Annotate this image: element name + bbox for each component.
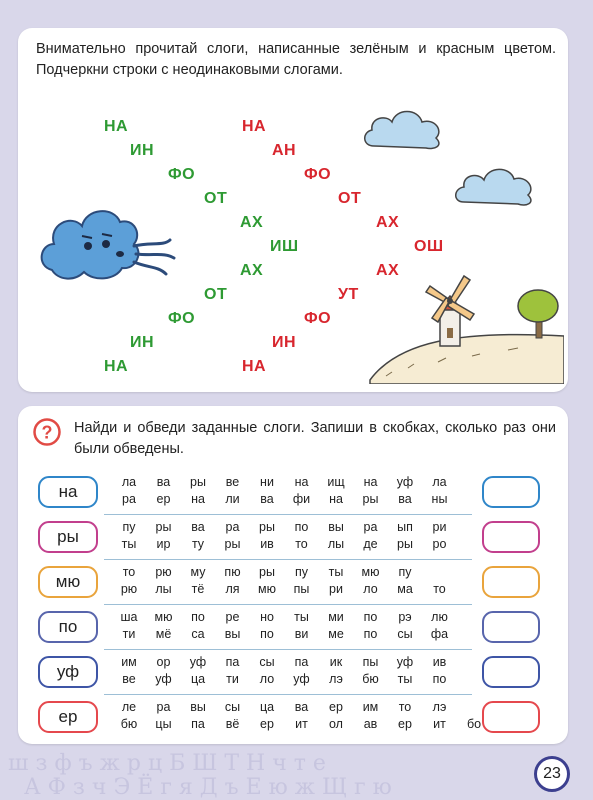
syllable[interactable]: ты [328,565,344,579]
syllable[interactable]: пы [293,582,310,596]
question-mark-icon [33,418,61,446]
syllable[interactable]: ша [120,610,138,624]
target-syllable-box: уф [38,656,98,688]
syllable[interactable]: ви [294,627,309,641]
syllable[interactable]: ив [432,655,447,669]
green-syllable: АХ [240,214,264,231]
syllable[interactable]: ты [121,537,137,551]
svg-text:ш з ф ъ ж р ц Б Ш Т Н ч т е: ш з ф ъ ж р ц Б Ш Т Н ч т е [8,751,326,776]
task2-instruction: Найди и обведи заданные слоги. Запиши в скобках, сколько раз они были обведены. [74,420,556,457]
syllable[interactable]: ты [397,672,413,686]
syllable[interactable]: ри [329,582,343,596]
syllable[interactable]: ла [121,475,137,489]
syllable[interactable]: вы [190,700,206,714]
svg-text:А Ф з ч Э Ё г я Д ъ Е ю ж Щ г: А Ф з ч Э Ё г я Д ъ Е ю ж Щ г ю [24,775,392,800]
syllable[interactable]: на [329,492,343,506]
answer-box[interactable] [482,656,540,688]
syllable[interactable]: ер [260,717,274,731]
row-divider [104,559,472,560]
syllable[interactable]: ит [433,717,446,731]
syllable[interactable]: па [294,655,309,669]
syllable[interactable]: то [122,565,136,579]
row-divider [104,514,472,515]
syllable[interactable]: но [260,610,274,624]
syllable[interactable]: ер [156,492,171,506]
syllable[interactable]: уф [155,672,172,686]
syllable[interactable]: ло [259,672,275,686]
green-syllable: ОТ [204,190,228,207]
syllable[interactable]: ля [225,582,240,596]
green-syllable: ИШ [270,238,299,255]
syllable[interactable]: ры [259,520,275,534]
green-syllable: НА [104,358,129,375]
syllable[interactable]: са [191,627,205,641]
syllable[interactable]: на [294,475,309,489]
syllable[interactable]: ту [191,537,205,551]
target-syllable-box: по [38,611,98,643]
syllable[interactable]: ив [260,537,274,551]
syllable[interactable]: ны [431,492,448,506]
syllable[interactable]: де [363,537,378,551]
task2-card [18,406,568,744]
syllable[interactable]: цы [155,717,172,731]
red-syllable: УТ [338,286,359,303]
syllable[interactable]: ве [225,475,240,489]
row-divider [104,694,472,695]
syllable[interactable]: ищ [327,475,345,489]
syllable[interactable]: сы [397,627,413,641]
red-syllable: НА [242,358,267,375]
syllable[interactable]: по [363,627,378,641]
syllable[interactable]: ма [397,582,413,596]
syllable[interactable]: вё [225,717,240,731]
syllable[interactable]: бю [362,672,379,686]
answer-box[interactable] [482,476,540,508]
syllable[interactable]: ти [122,627,136,641]
syllable[interactable]: то [295,537,308,551]
syllable[interactable]: бю [120,717,138,731]
syllable[interactable]: на [191,492,205,506]
syllable[interactable]: му [190,565,206,579]
syllable[interactable]: ры [224,537,241,551]
syllable[interactable]: пу [122,520,136,534]
answer-box[interactable] [482,701,540,733]
red-syllable: ОШ [414,238,444,255]
svg-text:?: ? [41,422,53,443]
syllable[interactable]: вы [328,520,344,534]
cloud-right-middle [452,162,538,208]
syllable[interactable]: лы [327,537,345,551]
syllable[interactable]: па [225,655,240,669]
syllable[interactable]: уф [396,655,414,669]
syllable[interactable]: по [363,610,378,624]
red-syllable: ИН [272,334,297,351]
red-syllable: НА [242,118,267,135]
syllable[interactable]: ры [259,565,275,579]
red-syllable: ФО [304,310,332,327]
syllable[interactable]: ва [191,520,205,534]
wind-cloud-character [38,200,178,286]
syllable[interactable]: то [433,582,446,596]
page-number: 23 [534,756,570,792]
syllable[interactable]: ре [225,610,240,624]
syllable[interactable]: ор [156,655,171,669]
target-syllable-box: на [38,476,98,508]
syllable[interactable]: рэ [398,610,412,624]
syllable[interactable]: уф [189,655,207,669]
syllable[interactable]: ер [329,700,343,714]
syllable[interactable]: лэ [432,700,447,714]
syllable[interactable]: ик [329,655,343,669]
syllable[interactable]: по [294,520,309,534]
green-syllable: АХ [240,262,264,279]
syllable[interactable]: ни [260,475,274,489]
syllable[interactable]: вы [224,627,241,641]
answer-box[interactable] [482,611,540,643]
syllable[interactable]: по [191,610,205,624]
syllable[interactable]: ти [226,672,239,686]
syllable[interactable]: ло [363,582,378,596]
syllable[interactable]: ит [295,717,308,731]
syllable[interactable]: им [121,655,137,669]
target-syllable-box: мю [38,566,98,598]
row-divider [104,649,472,650]
syllable[interactable]: ир [156,537,171,551]
syllable[interactable]: ва [156,475,171,489]
syllable[interactable]: ра [363,520,378,534]
syllable[interactable]: па [191,717,205,731]
syllable[interactable]: по [432,672,447,686]
syllable[interactable]: на [363,475,378,489]
cloud-right-top [360,104,446,152]
green-syllable: ФО [168,166,196,183]
syllable[interactable]: фа [430,627,449,641]
syllable[interactable]: уф [293,672,310,686]
syllable[interactable]: пы [362,655,379,669]
syllable[interactable]: бо [466,717,482,731]
red-syllable: АХ [376,214,400,231]
alphabet-decoration [0,744,520,800]
syllable[interactable]: ме [328,627,344,641]
syllable[interactable]: ли [225,492,240,506]
syllable[interactable]: лы [155,582,172,596]
syllable[interactable]: ты [294,610,309,624]
syllable[interactable]: мю [258,582,276,596]
syllable[interactable]: то [398,700,412,714]
syllable[interactable]: мю [154,610,173,624]
syllable[interactable]: ра [156,700,171,714]
red-syllable: АН [272,142,297,159]
answer-box[interactable] [482,521,540,553]
syllable[interactable]: по [260,627,274,641]
syllable[interactable]: ра [225,520,240,534]
syllable[interactable]: рю [155,565,172,579]
answer-box[interactable] [482,566,540,598]
syllable[interactable]: ро [432,537,447,551]
row-divider [104,604,472,605]
syllable[interactable]: ца [259,700,275,714]
syllable[interactable]: ва [260,492,274,506]
syllable[interactable]: ва [294,700,309,714]
syllable[interactable]: ла [432,475,447,489]
syllable[interactable]: ер [398,717,412,731]
syllable[interactable]: тё [191,582,205,596]
syllable[interactable]: ры [362,492,379,506]
syllable[interactable]: ры [397,537,413,551]
syllable[interactable]: ып [397,520,413,534]
syllable[interactable]: мё [155,627,172,641]
syllable[interactable]: ол [329,717,343,731]
syllable[interactable]: пю [224,565,241,579]
green-syllable: ИН [130,334,155,351]
syllable[interactable]: ва [398,492,412,506]
target-syllable-box: ры [38,521,98,553]
syllable[interactable]: уф [396,475,414,489]
syllable[interactable]: ры [190,475,206,489]
task1-card [18,28,568,392]
syllable[interactable]: ав [363,717,378,731]
syllable[interactable]: ми [328,610,344,624]
syllable[interactable]: ри [432,520,447,534]
green-syllable: НА [104,118,129,135]
syllable[interactable]: ра [122,492,136,506]
task1-instruction: Внимательно прочитай слоги, написанные зелёным и красным цветом. Подчеркни строки с неодинаковыми слогами. [36,41,556,78]
green-syllable: ОТ [204,286,228,303]
syllable[interactable]: ле [121,700,137,714]
syllable[interactable]: ца [190,672,206,686]
syllable[interactable]: мю [361,565,380,579]
green-syllable: ИН [130,142,155,159]
red-syllable: ФО [304,166,332,183]
syllable[interactable]: пу [294,565,309,579]
syllable[interactable]: лю [431,610,448,624]
green-syllable: ФО [168,310,196,327]
syllable[interactable]: лэ [329,672,343,686]
red-syllable: ОТ [338,190,362,207]
syllable[interactable]: сы [259,655,275,669]
syllable[interactable]: ве [122,672,136,686]
syllable[interactable]: рю [120,582,138,596]
syllable[interactable]: ры [155,520,172,534]
syllable[interactable]: сы [224,700,241,714]
syllable[interactable]: им [362,700,379,714]
syllable[interactable]: пу [398,565,412,579]
red-syllable: АХ [376,262,400,279]
syllable[interactable]: фи [292,492,311,506]
target-syllable-box: ер [38,701,98,733]
